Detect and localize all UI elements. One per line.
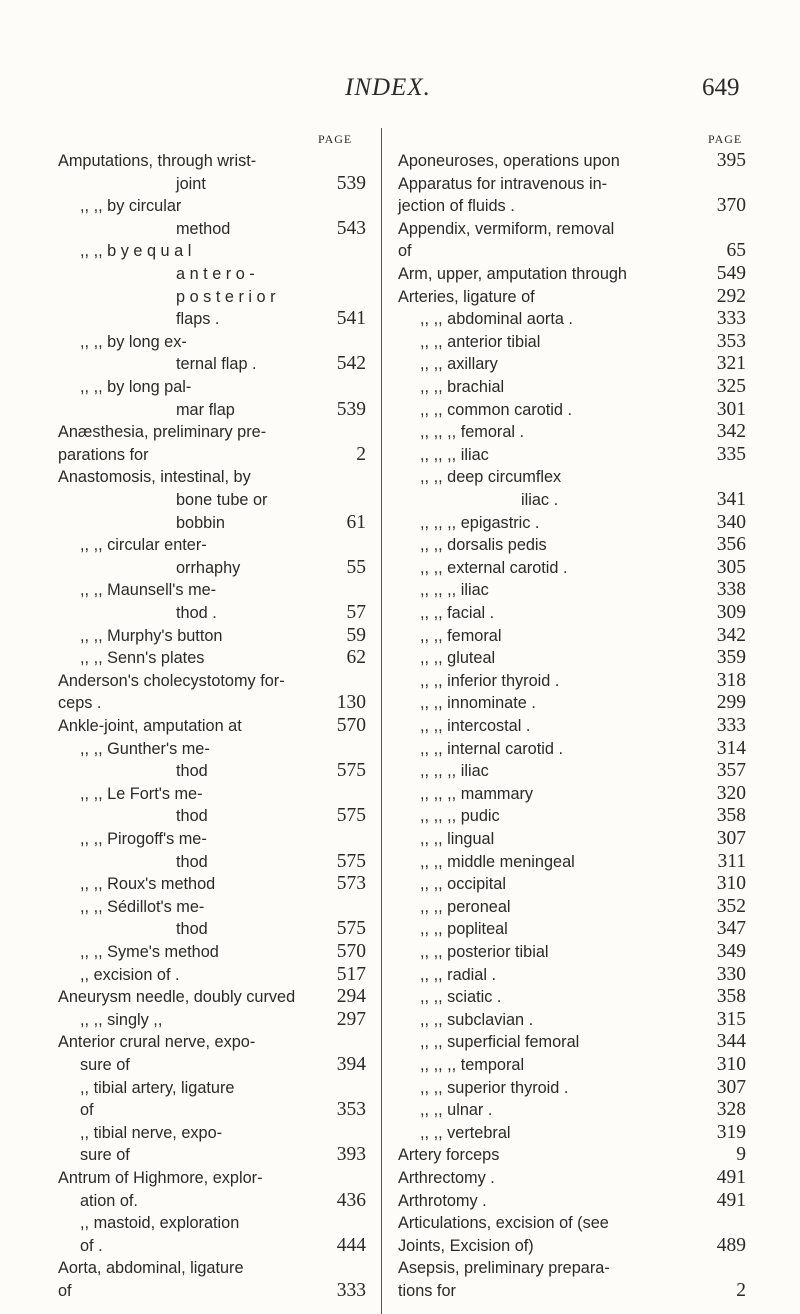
index-entry-text: Antrum of Highmore, explor- (58, 1169, 263, 1187)
index-entry-text: ,, ,, internal carotid . (420, 739, 563, 758)
index-entry-text: ,, ,, anterior tibial (420, 332, 541, 351)
index-entry-page: 517 (336, 963, 366, 985)
index-entry-text: ,, ,, inferior thyroid . (420, 671, 560, 690)
index-entry-text: ,, ,, middle meningeal (420, 852, 575, 871)
index-entry-page: 318 (716, 669, 746, 691)
index-entry-text: Arteries, ligature of (398, 287, 535, 306)
index-entry-text: ,, ,, ,, iliac (420, 445, 489, 464)
page-title: INDEX. (345, 74, 431, 101)
index-entry-text: ,, tibial nerve, expo- (80, 1123, 223, 1142)
index-entry-page: 297 (336, 1008, 366, 1030)
index-entry-text: ,, tibial artery, ligature (80, 1078, 235, 1097)
index-entry-text: Ankle-joint, amputation at (58, 717, 242, 735)
index-entry-text: thod (176, 762, 208, 781)
index-entry-page: 330 (716, 963, 746, 985)
index-entry-page: 307 (716, 1076, 746, 1098)
index-entry-text: Appendix, vermiform, removal (398, 219, 615, 238)
index-entry (58, 1278, 366, 1304)
index-entry-text: ,, ,, common carotid . (420, 400, 573, 419)
index-entry-text: ,, ,, femoral (420, 626, 502, 645)
index-entry-text: ,, ,, Senn's plates (80, 649, 205, 668)
index-entry-page: 340 (716, 511, 746, 533)
index-entry-page: 357 (716, 760, 746, 782)
index-entry-text: parations for (58, 445, 149, 464)
index-entry-page: 353 (336, 1099, 366, 1121)
index-entry-text: thod (176, 920, 208, 939)
index-entry-text: sure of (80, 1146, 130, 1165)
index-entry-text: ,, ,, superior thyroid . (420, 1078, 569, 1097)
index-entry-page: 62 (346, 647, 366, 669)
index-entry-page: 301 (716, 398, 746, 420)
index-entry-text: ,, ,, axillary (420, 355, 498, 374)
index-entry-page: 489 (716, 1234, 746, 1256)
index-entry-text: Aorta, abdominal, ligature (58, 1259, 244, 1278)
index-column-right (398, 148, 746, 1301)
index-entry-page: 344 (716, 1031, 746, 1053)
index-entry-page: 61 (346, 511, 366, 533)
index-entry-text: ,, ,, ,, femoral . (420, 423, 525, 442)
index-entry-page: 353 (716, 330, 746, 352)
index-entry-page: 299 (716, 692, 746, 714)
index-entry-text: flaps . (176, 310, 220, 329)
index-entry-page: 542 (336, 353, 366, 375)
index-entry-text: ,, ,, radial . (420, 965, 497, 984)
index-entry-page: 311 (717, 850, 746, 872)
index-entry-text: ,, ,, Maunsell's me- (80, 581, 217, 600)
index-entry-text: ,, ,, ,, epigastric . (420, 513, 540, 532)
index-entry-page: 335 (716, 443, 746, 465)
index-entry-text: ,, ,, by long pal- (80, 378, 192, 396)
index-entry-text: Anastomosis, intestinal, by (58, 468, 251, 487)
index-entry-text: joint (176, 174, 206, 193)
index-entry-text: tions for (398, 1282, 456, 1300)
index-entry-page: 349 (716, 941, 746, 962)
index-entry-text: ,, ,, subclavian . (420, 1010, 534, 1029)
index-entry-text: method (176, 219, 231, 238)
index-entry-page: 491 (716, 1167, 746, 1188)
index-entry-page: 321 (716, 353, 746, 375)
index-entry-text: ,, ,, popliteal (420, 920, 508, 939)
index-entry-page: 347 (716, 918, 746, 940)
index-entry-text: of (80, 1101, 94, 1120)
index-entry-text: Asepsis, preliminary prepara- (398, 1259, 610, 1278)
index-entry-text: Amputations, through wrist- (58, 152, 257, 170)
index-entry-page: 310 (716, 873, 746, 895)
index-entry-text: ,, ,, by circular (80, 197, 182, 216)
index-entry-page: 9 (736, 1144, 746, 1166)
index-entry-page: 333 (336, 1280, 366, 1301)
index-entry-page: 65 (726, 240, 746, 262)
index-entry-page: 395 (716, 150, 746, 171)
index-entry-page: 55 (346, 556, 366, 578)
index-entry-text: ,, ,, Pirogoff's me- (80, 830, 207, 848)
index-entry-text: ,, ,, facial . (420, 604, 495, 622)
index-entry-page: 315 (716, 1008, 746, 1030)
index-entry-page: 573 (336, 873, 366, 895)
index-entry-page: 320 (716, 782, 746, 804)
index-entry-text: ,, ,, brachial (420, 378, 505, 396)
index-entry-text: bobbin (176, 513, 225, 532)
index-entry-text: ,, ,, Roux's method (80, 875, 216, 894)
index-entry-text: jection of fluids . (398, 197, 515, 216)
index-entry-page: 394 (336, 1054, 366, 1075)
index-entry-text: ,, ,, deep circumflex (420, 468, 562, 487)
index-entry-page: 444 (336, 1234, 366, 1256)
index-entry-text: ,, ,, lingual (420, 830, 495, 848)
index-entry-text: ,, ,, sciatic . (420, 988, 502, 1007)
index-entry-text: ,, mastoid, exploration (80, 1214, 240, 1233)
index-entry-page: 570 (336, 715, 366, 736)
index-entry-page: 309 (716, 602, 746, 623)
index-entry-page: 333 (716, 308, 746, 330)
page-number: 649 (702, 74, 740, 101)
index-entry-page: 356 (716, 534, 746, 556)
index-entry-text: ,, ,, circular enter- (80, 536, 207, 555)
index-entry-page: 543 (336, 217, 366, 239)
index-entry-text: Arthrectomy . (398, 1169, 495, 1187)
index-entry-text: ,, ,, Sédillot's me- (80, 897, 205, 916)
index-entry-page: 314 (716, 737, 746, 759)
index-entry-page: 292 (716, 285, 746, 307)
index-entry-text: ,, ,, intercostal . (420, 717, 531, 735)
index-entry-page: 358 (716, 986, 746, 1008)
index-entry-text: ,, ,, ,, temporal (420, 1056, 525, 1074)
index-entry-text: ,, ,, Le Fort's me- (80, 784, 203, 803)
index-entry-text: thod (176, 852, 208, 871)
index-entry-text: ,, ,, innominate . (420, 694, 536, 713)
index-entry-page: 294 (336, 986, 366, 1008)
index-entry-page: 59 (346, 624, 366, 646)
index-entry-text: ,, ,, gluteal (420, 649, 496, 668)
index-entry-text: ,, ,, abdominal aorta . (420, 310, 573, 329)
index-entry-page: 575 (336, 760, 366, 782)
index-entry-text: sure of (80, 1056, 130, 1074)
index-entry-page: 305 (716, 556, 746, 578)
index-entry-text: Anterior crural nerve, expo- (58, 1033, 256, 1052)
index-entry-page: 319 (716, 1121, 746, 1143)
index-entry-text: ,, ,, Syme's method (80, 943, 219, 961)
index-entry-page: 2 (736, 1280, 746, 1301)
index-entry-text: ,, ,, singly ,, (80, 1010, 163, 1029)
index-entry-page: 328 (716, 1099, 746, 1121)
index-entry-page: 130 (336, 692, 366, 714)
index-entry-text: Anæsthesia, preliminary pre- (58, 423, 267, 442)
index-entry-text: ,, ,, b y e q u a l (80, 242, 192, 261)
index-entry-text: ation of. (80, 1191, 138, 1210)
index-entry-text: thod (176, 807, 208, 826)
index-entry-text: ,, ,, ,, iliac (420, 581, 489, 600)
index-entry-page: 2 (356, 443, 366, 465)
index-entry-page: 575 (336, 918, 366, 940)
index-entry (398, 1278, 746, 1304)
index-entry-page: 393 (336, 1144, 366, 1166)
index-entry-text: Arthrotomy . (398, 1191, 487, 1210)
index-entry-page: 307 (716, 828, 746, 849)
index-entry-text: bone tube or (176, 491, 268, 509)
index-entry-text: Articulations, excision of (see (398, 1214, 609, 1233)
index-entry-text: Apparatus for intravenous in- (398, 174, 608, 193)
index-entry-text: Aponeuroses, operations upon (398, 152, 620, 170)
index-entry-page: 341 (716, 489, 746, 510)
index-entry-page: 342 (716, 624, 746, 646)
index-entry-text: Anderson's cholecystotomy for- (58, 671, 285, 690)
index-entry-page: 491 (716, 1189, 746, 1211)
index-entry-page: 549 (716, 263, 746, 284)
index-column-left (58, 148, 366, 1301)
column-divider (381, 128, 382, 1314)
index-entry-text: ,, ,, Murphy's button (80, 626, 223, 645)
index-entry-page: 541 (336, 308, 366, 330)
index-entry-text: of (58, 1282, 72, 1300)
index-entry-text: iliac . (521, 491, 559, 509)
page-column-label-right: PAGE (708, 132, 743, 146)
index-entry-text: ,, ,, occipital (420, 875, 506, 894)
index-entry-page: 570 (336, 941, 366, 962)
page-header (0, 74, 800, 106)
index-entry-text: ternal flap . (176, 355, 257, 374)
index-entry-text: ,, ,, superficial femoral (420, 1033, 580, 1052)
index-entry-text: orrhaphy (176, 558, 241, 577)
index-entry-page: 57 (346, 602, 366, 623)
index-entry-text: ,, ,, vertebral (420, 1123, 511, 1142)
index-entry-page: 342 (716, 421, 746, 443)
index-entry-text: ,, ,, peroneal (420, 897, 511, 916)
index-entry-text: ceps . (58, 694, 102, 713)
index-entry-page: 352 (716, 895, 746, 917)
index-entry-page: 333 (716, 715, 746, 736)
index-entry-page: 358 (716, 805, 746, 827)
page-column-label-left: PAGE (318, 132, 353, 146)
index-entry-page: 359 (716, 647, 746, 669)
index-entry-text: Arm, upper, amputation through (398, 265, 627, 283)
index-entry-page: 310 (716, 1054, 746, 1075)
index-entry-text: of . (80, 1236, 103, 1255)
index-entry-text: p o s t e r i o r (176, 287, 276, 306)
index-entry-text: Artery forceps (398, 1146, 500, 1165)
index-entry-text: a n t e r o - (176, 265, 255, 283)
index-entry-text: ,, ,, ,, pudic (420, 807, 500, 826)
index-entry-text: ,, ,, dorsalis pedis (420, 536, 547, 555)
index-entry-text: ,, excision of . (80, 965, 180, 984)
index-entry-text: ,, ,, ,, mammary (420, 784, 534, 803)
index-entry-text: Joints, Excision of) (398, 1236, 534, 1255)
index-entry-text: ,, ,, Gunther's me- (80, 739, 210, 758)
index-entry-text: of (398, 242, 412, 261)
index-entry-page: 325 (716, 376, 746, 397)
index-entry-text: Aneurysm needle, doubly curved (58, 988, 296, 1007)
index-entry-page: 575 (336, 850, 366, 872)
index-entry-text: ,, ,, ulnar . (420, 1101, 493, 1120)
index-entry-text: ,, ,, ,, iliac (420, 762, 489, 781)
index-entry-text: mar flap (176, 400, 235, 419)
index-entry-page: 436 (336, 1189, 366, 1211)
index-entry-text: thod . (176, 604, 217, 622)
index-entry-text: ,, ,, posterior tibial (420, 943, 549, 961)
index-entry-text: ,, ,, external carotid . (420, 558, 568, 577)
index-entry-page: 539 (336, 398, 366, 420)
index-entry-page: 539 (336, 172, 366, 194)
index-entry-page: 370 (716, 195, 746, 217)
index-entry-text: ,, ,, by long ex- (80, 332, 187, 351)
index-entry-page: 575 (336, 805, 366, 827)
index-entry-page: 338 (716, 579, 746, 601)
